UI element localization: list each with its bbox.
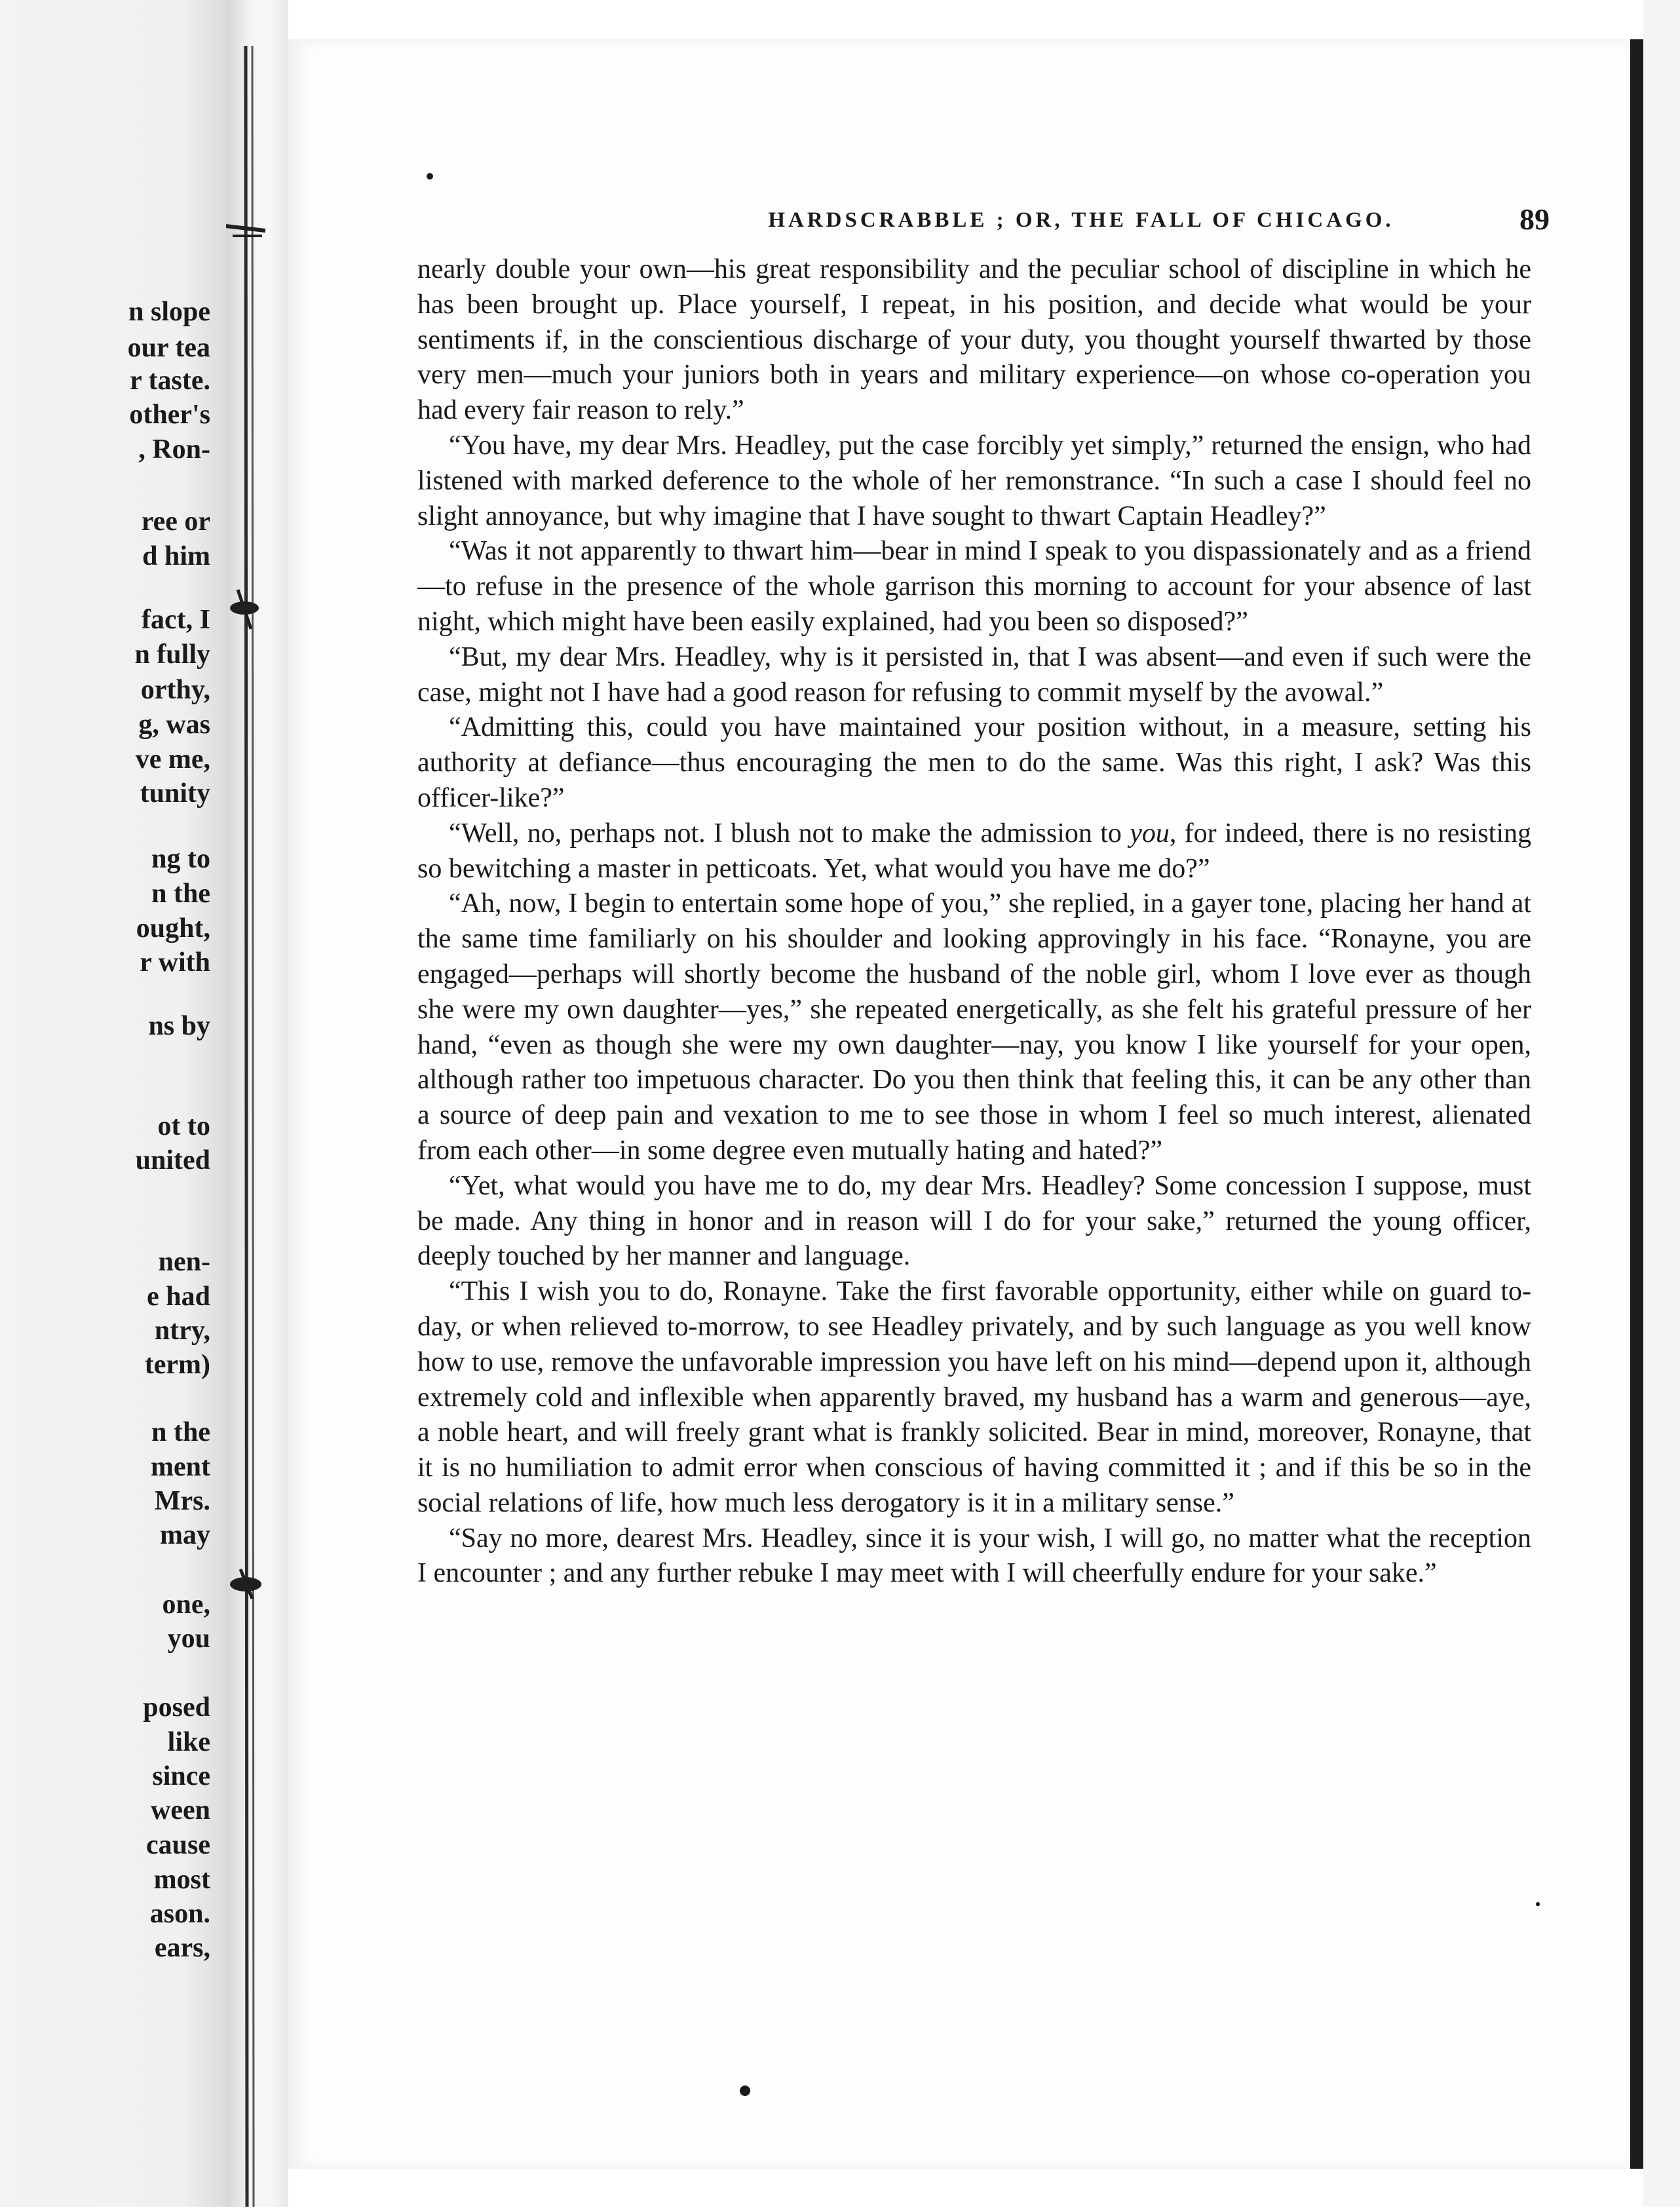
left-page-line-fragment: ason. xyxy=(149,1899,210,1929)
emphasis-you: you xyxy=(1130,818,1170,848)
left-page-line-fragment: our tea xyxy=(127,333,210,363)
left-page-line-fragment: other's xyxy=(129,400,210,430)
paragraph: “Say no more, dearest Mrs. Headley, since it is your wish, I will go, no matter what the reception I encounter ; and any further rebuke I may meet with I will cheerfully endure for your sake.” xyxy=(417,1523,1531,1589)
paragraph: “Ah, now, I begin to entertain some hope of you,” she replied, in a gayer tone, placing her hand at the same time familiarly on his shoulder and looking approvingly in his face. “Ronayne, you are engaged—perhaps will shortly become the husband of the noble girl, whom I love ever as though she were my own daughter—yes,” she repeated energetically, as she felt his grateful pressure of her hand, “even as though she were my own daughter—nay, you know I like yourself for your open, although rather too impetuous character. Do you then think that feeling this, it can be any other than a source of deep pain and vexation to me to see those in whom I feel so much interest, alienated from each other—in some degree even mutually hating and hated?” xyxy=(417,888,1531,1166)
left-page-line-fragment: term) xyxy=(144,1350,210,1380)
left-page-line-fragment: n the xyxy=(151,879,210,909)
ink-speck xyxy=(427,173,433,180)
margin-asterisk-icon: • xyxy=(1535,1895,1541,1914)
paragraph-text: , for indeed, there is no resisting so bewitching a master in petticoats. Yet, what would you have me do?” xyxy=(417,818,1531,884)
left-page-line-fragment: ears, xyxy=(154,1933,210,1963)
left-page-line-fragment: nen- xyxy=(158,1247,210,1277)
paragraph xyxy=(417,816,1531,887)
paragraph: “You have, my dear Mrs. Headley, put the case forcibly yet simply,” returned the ensign, who had listened with marked deference to the whole of her remonstrance. “In such a case I should feel no slight annoyance, but why imagine that I have sought to thwart Captain Headley?” xyxy=(417,430,1531,531)
page-number: 89 xyxy=(1519,202,1550,236)
left-page-line-fragment: e had xyxy=(147,1282,210,1312)
left-page-line-fragment: ng to xyxy=(151,844,210,874)
left-page-line-fragment: r taste. xyxy=(130,366,210,396)
paragraph: nearly double your own—his great responsibility and the peculiar school of discipline in which he has been brought up. Place yourself, I repeat, in his position, and decide what would be your sentiments if, in the conscientious discharge of your duty, you thought yourself thwarted by those very men—much your juniors both in years and military experience—on whose co-operation you had every fair reason to rely.” xyxy=(417,254,1531,426)
left-page-line-fragment: posed xyxy=(143,1692,210,1723)
left-page-line-fragment: most xyxy=(153,1865,210,1895)
left-page-line-fragment: r with xyxy=(140,947,210,978)
paragraph: “This I wish you to do, Ronayne. Take the first favorable opportunity, either while on guard to-day, or when relieved to-morrow, to see Headley privately, and by such language as you well know how to use, remove the unfavorable impression you have left on his mind—depend upon it, although extremely cold and inflexible when apparently braved, my husband has a warm and generous—aye, a noble heart, and will freely grant what is frankly solicited. Bear in mind, moreover, Ronayne, that it is no humiliation to admit error when conscious of having committed it ; and if this be so in the social relations of life, how much less derogatory is it in a military sense.” xyxy=(417,1276,1531,1518)
left-page-line-fragment: may xyxy=(160,1520,210,1550)
left-page-line-fragment: ot to xyxy=(157,1111,210,1141)
left-page-line-fragment: united xyxy=(135,1145,210,1175)
left-page-line-fragment: n the xyxy=(151,1417,210,1447)
paragraph: “Admitting this, could you have maintained your position without, in a measure, setting his authority at defiance—thus encouraging the men to do the same. Was this right, I ask? Was this officer-like?” xyxy=(417,712,1531,813)
left-page-line-fragment: tunity xyxy=(140,778,210,809)
page-body-text xyxy=(417,252,1531,1972)
left-page-line-fragment: g, was xyxy=(138,710,210,740)
left-page-line-fragment: d him xyxy=(142,541,210,571)
paragraph: “Yet, what would you have me to do, my dear Mrs. Headley? Some concession I suppose, must be made. Any thing in honor and in reason will I do for your sake,” returned the young officer, deeply touched by her manner and language. xyxy=(417,1170,1531,1272)
left-page-line-fragment: n slope xyxy=(128,297,210,327)
left-page-line-fragment: ntry, xyxy=(154,1316,210,1346)
left-page-line-fragment: , Ron- xyxy=(138,434,210,465)
left-page-line-fragment: orthy, xyxy=(140,675,210,705)
left-page-line-fragment: one, xyxy=(162,1590,210,1620)
left-page-line-fragment: Mrs. xyxy=(154,1486,210,1516)
paragraph-text: “Well, no, perhaps not. I blush not to make the admission to xyxy=(449,818,1122,848)
left-page-line-fragment: ns by xyxy=(148,1011,210,1041)
left-page-line-fragment: like xyxy=(167,1727,210,1757)
left-page-line-fragment: n fully xyxy=(134,639,210,670)
left-page-line-fragment: ween xyxy=(151,1795,210,1825)
left-page-line-fragment: you xyxy=(167,1624,210,1654)
left-page-line-fragment: fact, I xyxy=(142,605,210,635)
binding-stitch-icon xyxy=(226,0,288,2207)
page-bottom-dot xyxy=(740,2086,750,2096)
left-page-line-fragment: cause xyxy=(146,1830,210,1860)
left-page-line-fragment: ought, xyxy=(136,913,210,943)
running-head: HARDSCRABBLE ; OR, THE FALL OF CHICAGO. xyxy=(768,208,1394,232)
left-page-line-fragment: ree or xyxy=(141,506,210,537)
paragraph: “Was it not apparently to thwart him—bear in mind I speak to you dispassionately and as a friend—to refuse in the presence of the whole garrison this morning to account for your absence of last night, which might have been easily explained, had you been so disposed?” xyxy=(417,536,1531,637)
left-page-line-fragment: since xyxy=(152,1761,210,1791)
paragraph: “But, my dear Mrs. Headley, why is it persisted in, that I was absent—and even if such were the case, might not I have had a good reason for refusing to commit myself by the avowal.” xyxy=(417,641,1531,708)
right-margin-band xyxy=(1643,0,1680,2207)
book-gutter xyxy=(226,0,288,2207)
left-page-line-fragment: ment xyxy=(151,1452,210,1482)
left-facing-page xyxy=(0,0,226,2207)
left-page-line-fragment: ve me, xyxy=(135,744,210,774)
